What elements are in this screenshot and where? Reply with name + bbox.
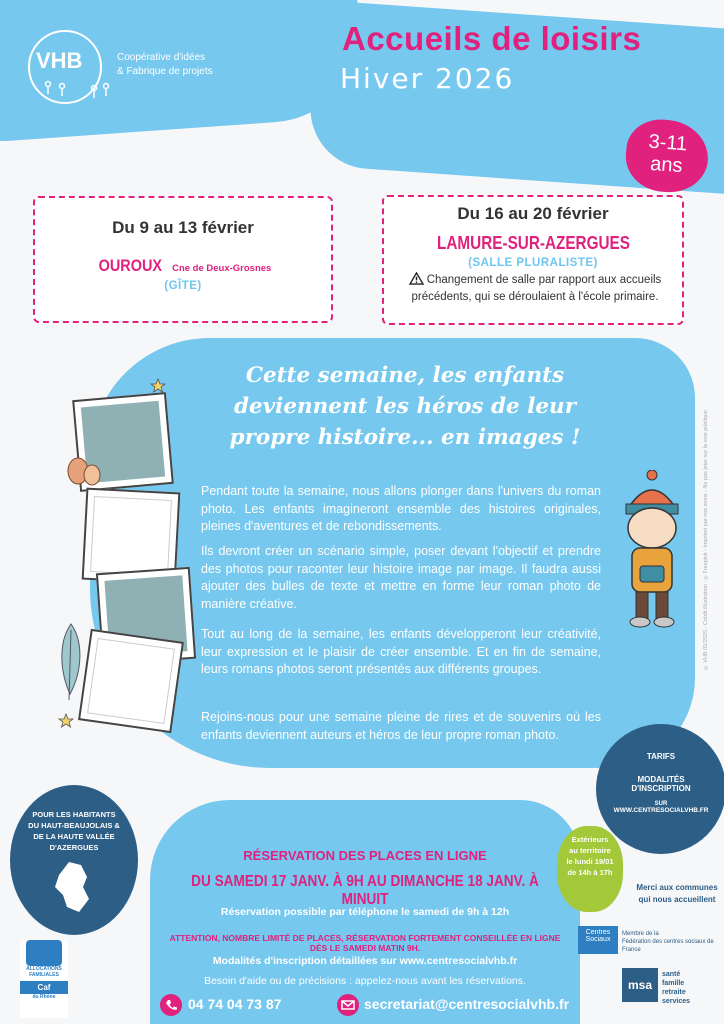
- session-2-venue: (SALLE PLURALISTE): [468, 257, 598, 269]
- cs-line-2: Fédération des centres sociaux de France: [622, 939, 714, 953]
- reservation-dates: DU SAMEDI 17 JANV. À 9H AU DIMANCHE 18 JANV. À MINUIT: [191, 873, 539, 908]
- territory-map-icon: [49, 857, 99, 917]
- caf-logo: [20, 940, 68, 1018]
- session-1-venue: (GÎTE): [164, 280, 202, 292]
- main-headline: Cette semaine, les enfants deviennent les héros de leur propre histoire... en images !: [229, 363, 581, 450]
- butterfly-icon: [64, 453, 104, 493]
- msa-line-2: famille: [662, 980, 685, 987]
- paragraph-3: Tout au long de la semaine, les enfants développeront leur créativité, leur expression et le plaisir de créer ensemble. Et en fin de semaine, leurs romans photos seront présentés aux différents groupes.: [201, 627, 601, 676]
- exterieurs-line-4: de 14h à 17h: [567, 868, 613, 877]
- vhb-logo: VHB: [36, 48, 83, 73]
- age-unit: ans: [649, 152, 684, 178]
- centres-sociaux-text: [622, 930, 724, 954]
- reservation-warning: ATTENTION, NOMBRE LIMITÉ DE PLACES, RÉSERVATION FORTEMENT CONSEILLÉE EN LIGNE DÈS LE SAMEDI MATIN 9H.: [169, 933, 561, 953]
- page-subtitle: Hiver 2026: [340, 62, 515, 95]
- reservation-help: Besoin d'aide ou de précisions : appelez-nous avant les réservations.: [204, 975, 526, 987]
- habitants-line-2: DU HAUT-BEAUJOLAIS &: [28, 821, 120, 830]
- caf-line-4: du Rhône: [32, 994, 56, 1000]
- star-icon: [150, 378, 166, 394]
- photo-2-image: [90, 496, 172, 576]
- phone-icon: [160, 994, 182, 1016]
- child-with-camera-illustration: [612, 470, 692, 630]
- caf-line-3: Caf: [20, 981, 68, 994]
- age-range: 3-11: [647, 130, 688, 156]
- credit-text: © VHB 01/2025 - Crédit illustration : ©Freepick - Imprimé par nos soins - Ne pas jeter sur la voie publique: [703, 410, 709, 671]
- inscription-label: D'INSCRIPTION: [631, 784, 691, 793]
- star-icon-2: [58, 713, 74, 729]
- paragraph-1: Pendant toute la semaine, nous allons plonger dans l'univers du roman photo. Les enfants imagineront ensemble des histoires originales, pleines d'aventures et de rebondissements.: [201, 484, 601, 533]
- session-1-box: [33, 196, 333, 323]
- phone-number[interactable]: 04 74 04 73 87: [188, 996, 282, 1012]
- children-drawing-icon: [40, 80, 120, 100]
- reservation-details[interactable]: Modalités d'inscription détaillées sur www.centresocialvhb.fr: [212, 955, 518, 967]
- caf-line-2: FAMILIALES: [29, 972, 59, 978]
- warning-icon: [409, 272, 424, 285]
- reservation-phone-line: Réservation possible par téléphone le samedi de 9h à 12h: [220, 906, 510, 918]
- feather-icon: [56, 622, 86, 702]
- sur-label: SUR: [654, 801, 668, 807]
- session-2-place: LAMURE-SUR-AZERGUES: [436, 233, 630, 253]
- session-1-dates: Du 9 au 13 février: [112, 218, 254, 237]
- msa-line-1: santé: [662, 971, 681, 978]
- session-2-note: [390, 272, 680, 306]
- session-2-note-text: Changement de salle par rapport aux accueils précédents, qui se déroulaient à l'école primaire.: [411, 274, 662, 303]
- habitants-circle: [10, 785, 138, 935]
- msa-line-4: services: [662, 998, 691, 1005]
- photo-4-image: [87, 638, 175, 724]
- exterieurs-line-3: le lundi 19/01: [566, 857, 614, 866]
- tagline-line-2: & Fabrique de projets: [117, 66, 213, 77]
- merci-line-1: Merci aux communes: [636, 883, 718, 892]
- modalites-label: MODALITÉS: [637, 775, 685, 784]
- cs-line-1: Membre de la: [622, 931, 659, 937]
- msa-logo: msa: [622, 968, 658, 1002]
- exterieurs-badge: [557, 826, 623, 912]
- exterieurs-line-2: au territoire: [569, 846, 611, 855]
- reservation-title: RÉSERVATION DES PLACES EN LIGNE: [243, 848, 487, 863]
- centres-sociaux-logo: Centres Sociaux: [578, 926, 618, 954]
- tarifs-url[interactable]: WWW.CENTRESOCIALVHB.FR: [613, 807, 709, 814]
- msa-line-3: retraite: [662, 989, 686, 996]
- caf-emblem-icon: [26, 940, 62, 966]
- photo-frame-4: [78, 629, 184, 733]
- email-address[interactable]: secretariat@centresocialvhb.fr: [364, 996, 570, 1012]
- tarifs-label: TARIFS: [646, 752, 676, 761]
- paragraph-4: Rejoins-nous pour une semaine pleine de rires et de souvenirs où les enfants deviennent auteurs et héros de leur propre roman photo.: [201, 710, 601, 742]
- habitants-line-3: DE LA HAUTE VALLÉE D'AZERGUES: [33, 832, 115, 852]
- session-1-commune: Cne de Deux-Grosnes: [172, 263, 272, 274]
- merci-line-2: qui nous accueillent: [638, 895, 716, 904]
- tagline-line-1: Coopérative d'idées: [117, 52, 206, 63]
- email-icon: [337, 994, 359, 1016]
- merci-text: [627, 882, 724, 906]
- session-1-place: OUROUX: [98, 256, 163, 275]
- habitants-line-1: POUR LES HABITANTS: [32, 810, 116, 819]
- session-2-dates: Du 16 au 20 février: [457, 204, 609, 223]
- page-title: Accueils de loisirs: [342, 20, 642, 57]
- logo-tagline: [117, 51, 213, 79]
- paragraph-2: Ils devront créer un scénario simple, poser devant l'objectif et prendre des photos pour raconter leur histoire image par image. Il faudra aussi ajouter des bulles de texte et mettre en forme leur roman photo de manière créative.: [201, 544, 601, 611]
- caf-line-1: ALLOCATIONS: [26, 966, 62, 972]
- msa-text: [662, 970, 690, 1006]
- exterieurs-line-1: Extérieurs: [571, 835, 609, 844]
